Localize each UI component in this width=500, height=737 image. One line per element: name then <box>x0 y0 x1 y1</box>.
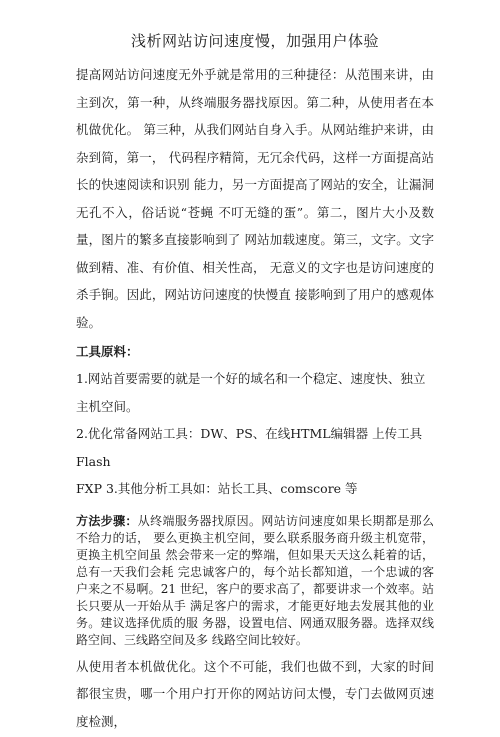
document-page <box>0 30 500 737</box>
tail-paragraph: 从使用者本机做优化。这个不可能，我们也做不到，大家的时间都很宝贵，哪一个用户打开你的网站访问太慢，专门去做网页速度检测， <box>76 658 434 729</box>
steps-paragraph <box>76 513 434 649</box>
tool-item-3: FXP 3.其他分析工具如：站长工具、comscore 等 <box>76 481 358 496</box>
tool-item-2: 2.优化常备网站工具：DW、PS、在线HTML编辑器 上传工具Flash <box>76 426 423 469</box>
tools-heading: 工具原料： <box>76 344 139 359</box>
steps-text: 从终端服务器找原因。网站访问速度如果长期都是那么不给力的话， 要么更换主机空间，要么联系服务商升级主机宽带，更换主机空间虽 然会带来一定的弊端，但如果天天这么耗着的话，总有一天我们会耗 完忠诚客户的，每个站长都知道，一个忠诚的客户来之不易啊。21 世纪，客户的要求高了，都要讲求一个效率。站长只要从一开始从手 满足客户的需求，才能更好地去发展其他的业务。建议选择优质的服 务器，设置电信、网通双服务器。选择双线路空间、三线路空间及多 线路空间比较好。 <box>76 513 434 647</box>
intro-paragraph: 提高网站访问速度无外乎就是常用的三种捷径：从范围来讲，由主到次，第一种，从终端服务器找原因。第二种，从使用者在本机做优化。 第三种，从我们网站自身入手。从网站维护来讲，由杂到简，第一， 代码程序精简，无冗余代码，这样一方面提高站长的快速阅读和识别 能力，另一方面提高了网站的安全，让漏洞无孔不入，俗话说“苍蝇 不叮无缝的蛋”。第二，图片大小及数量，图片的繁多直接影响到了 网站加载速度。第三，文字。文字做到精、准、有价值、相关性高， 无意义的文字也是访问速度的杀手锏。因此，网站访问速度的快慢直 接影响到了用户的感观体验。 <box>76 67 434 330</box>
page-title: 浅析网站访问速度慢，加强用户体验 <box>130 32 379 50</box>
steps-heading: 方法步骤： <box>76 513 138 528</box>
tool-item-1: 1.网站首要需要的就是一个好的域名和一个稳定、速度快、独立主机空间。 <box>76 371 426 414</box>
